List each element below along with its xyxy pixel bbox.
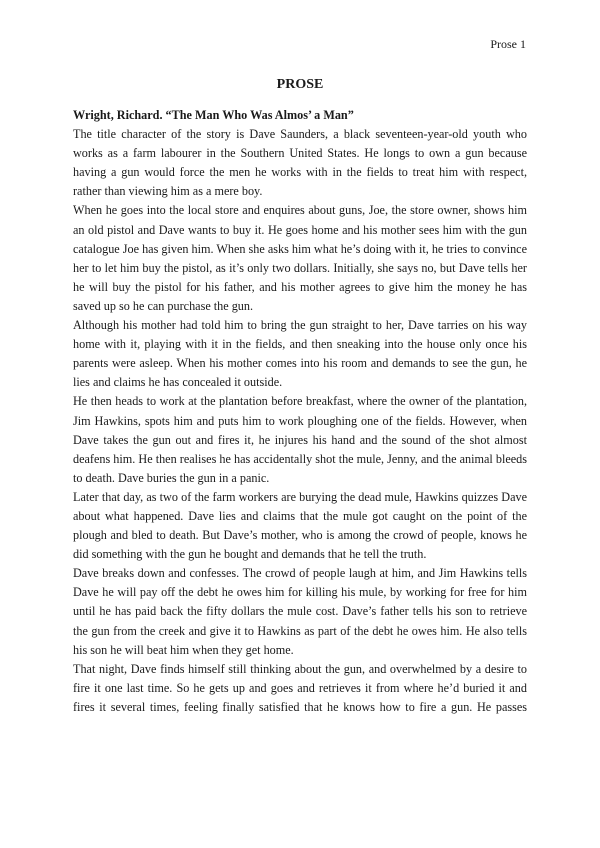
paragraph-7: That night, Dave finds himself still thinking about the gun, and overwhelmed by a desire to fire it one last time. So he gets up and goes and retrieves it from where he’d buried it and fires it several times, feeling finally satisfied that he knows how to fire a gun. He passes	[73, 661, 527, 714]
paragraph-2: When he goes into the local store and enquires about guns, Joe, the store owner, shows him an old pistol and Dave wants to buy it. He goes home and his mother sees him with the gun catalogue Joe has given him. When she asks him what he’s doing with it, he tries to convince her to let him buy the pistol, as it’s only two dollars. Initially, she says no, but Dave tells her he will buy the pistol for his father, and his mother agrees to give him the money he has saved up so he can purchase the gun.	[73, 203, 527, 313]
paragraph-1: The title character of the story is Dave Saunders, a black seventeen-year-old youth who works as a farm labourer in the Southern United States. He longs to own a gun because having a gun would force the men he works with in the fields to treat him with respect, rather than viewing him as a mere boy.	[73, 127, 527, 199]
entry-heading: Wright, Richard. “The Man Who Was Almos’ a Man”	[73, 108, 354, 122]
page-title: PROSE	[276, 77, 324, 92]
paragraph-5: Later that day, as two of the farm workers are burying the dead mule, Hawkins quizzes Dave about what happened. Dave lies and claims that the mule got caught on the point of the plough and bled to death. But Dave’s mother, who is among the crowd of people, knows he did something with the gun he bought and demands that he tell the truth.	[73, 489, 527, 562]
page-number-label: Prose 1	[490, 37, 526, 51]
document-body	[73, 106, 527, 717]
paragraph-6: Dave breaks down and confesses. The crowd of people laugh at him, and Jim Hawkins tells Dave he will pay off the debt he owes him for killing his mule, by working for free for him until he has paid back the fifty dollars the mule cost. Dave’s father tells his son to retrieve the gun from the creek and give it to Hawkins as part of the debt he owes him. He also tells his son he will beat him when they get home.	[73, 566, 527, 657]
paragraph-3: Although his mother had told him to bring the gun straight to her, Dave tarries on his way home with it, playing with it in the fields, and then sneaking into the house only once his parents were asleep. When his mother comes into his room and demands to see the gun, he lies and claims he has concealed it outside.	[73, 318, 527, 390]
paragraph-4: He then heads to work at the plantation before breakfast, where the owner of the plantation, Jim Hawkins, spots him and puts him to work ploughing one of the fields. However, when Dave takes the gun out and fires it, he injures his hand and the sound of the shot almost deafens him. He then realises he has accidentally shot the mule, Jenny, and the animal bleeds to death. Dave buries the gun in a panic.	[73, 394, 527, 485]
